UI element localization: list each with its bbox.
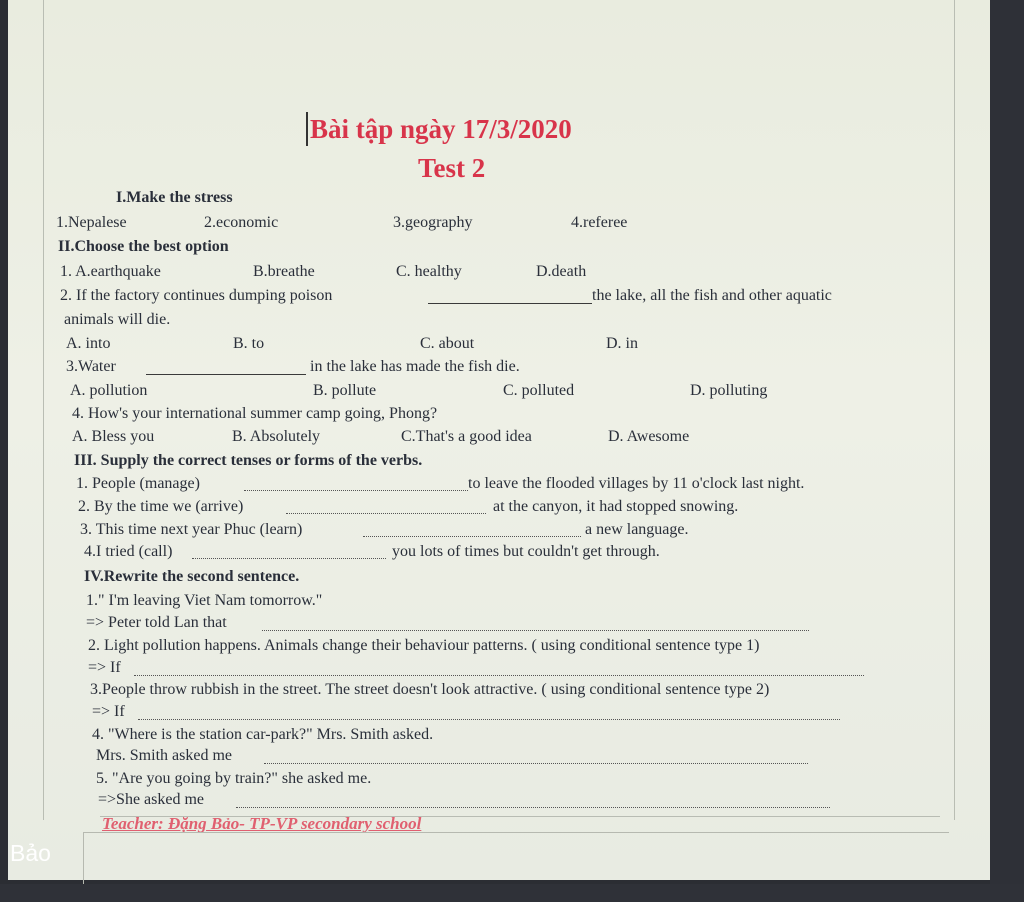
verb-item-3-blank bbox=[363, 536, 581, 537]
stress-item: 2.economic bbox=[204, 214, 279, 231]
q1-option-a: 1. A.earthquake bbox=[60, 263, 161, 280]
rewrite-prompt: 1." I'm leaving Viet Nam tomorrow." bbox=[86, 592, 323, 609]
verb-item-2-blank bbox=[286, 513, 486, 514]
q3-option-b: B. pollute bbox=[313, 382, 377, 399]
monitor-bezel-right bbox=[990, 0, 1024, 902]
rewrite-prompt: 2. Light pollution happens. Animals change their behaviour patterns. ( using conditional sentence type 1) bbox=[88, 637, 760, 654]
rewrite-blank bbox=[262, 630, 809, 631]
q1-option-d: D.death bbox=[536, 263, 587, 280]
q2-stem: 2. If the factory continues dumping poison bbox=[60, 287, 333, 304]
verb-item-4-blank bbox=[192, 558, 386, 559]
q3-blank bbox=[146, 374, 306, 375]
rewrite-answer: => Peter told Lan that bbox=[86, 614, 227, 631]
section-4-heading: IV.Rewrite the second sentence. bbox=[84, 568, 300, 585]
q4-option-c: C.That's a good idea bbox=[401, 428, 532, 445]
verb-item-1-after: to leave the flooded villages by 11 o'clock last night. bbox=[468, 475, 805, 492]
q2-option-d: D. in bbox=[606, 335, 638, 352]
teacher-footer: Teacher: Đặng Bảo- TP-VP secondary school bbox=[102, 814, 422, 833]
q3-option-c: C. polluted bbox=[503, 382, 575, 399]
q3-option-d: D. polluting bbox=[690, 382, 768, 399]
side-label: Bảo bbox=[10, 840, 51, 866]
document-title: Bài tập ngày 17/3/2020 bbox=[310, 114, 572, 144]
q2-option-b: B. to bbox=[233, 335, 265, 352]
rewrite-blank bbox=[138, 719, 840, 720]
rewrite-answer: =>She asked me bbox=[98, 791, 205, 808]
q1-option-c: C. healthy bbox=[396, 263, 462, 280]
q2-option-a: A. into bbox=[66, 335, 111, 352]
verb-item-1-before: 1. People (manage) bbox=[76, 475, 200, 492]
q2-stem-cont: animals will die. bbox=[64, 311, 171, 328]
verb-item-4-before: 4.I tried (call) bbox=[84, 543, 173, 560]
q3-stem: 3.Water bbox=[66, 358, 116, 375]
section-3-heading: III. Supply the correct tenses or forms of the verbs. bbox=[74, 452, 423, 469]
rewrite-answer: => If bbox=[88, 659, 121, 676]
document-subtitle: Test 2 bbox=[418, 153, 486, 183]
rewrite-blank bbox=[236, 807, 830, 808]
rewrite-prompt: 5. "Are you going by train?" she asked me. bbox=[96, 770, 372, 787]
verb-item-4-after: you lots of times but couldn't get through. bbox=[392, 543, 660, 560]
rewrite-answer: Mrs. Smith asked me bbox=[96, 747, 232, 764]
q4-stem: 4. How's your international summer camp going, Phong? bbox=[72, 405, 438, 422]
q2-blank bbox=[428, 303, 592, 304]
verb-item-1-blank bbox=[244, 490, 468, 491]
section-2-heading: II.Choose the best option bbox=[58, 238, 229, 255]
text-cursor bbox=[306, 112, 308, 146]
monitor-bezel-bottom bbox=[0, 884, 1024, 902]
rewrite-blank bbox=[134, 675, 864, 676]
stress-item: 3.geography bbox=[393, 214, 473, 231]
rewrite-prompt: 4. "Where is the station car-park?" Mrs. Smith asked. bbox=[92, 726, 434, 743]
verb-item-2-after: at the canyon, it had stopped snowing. bbox=[493, 498, 739, 515]
rewrite-blank bbox=[264, 763, 808, 764]
q2-option-c: C. about bbox=[420, 335, 475, 352]
verb-item-2-before: 2. By the time we (arrive) bbox=[78, 498, 244, 515]
next-page-frame bbox=[83, 832, 949, 885]
document-page bbox=[8, 0, 998, 880]
verb-item-3-after: a new language. bbox=[585, 521, 689, 538]
footer-rule bbox=[100, 816, 940, 817]
stress-item: 1.Nepalese bbox=[56, 214, 127, 231]
section-1-heading: I.Make the stress bbox=[116, 189, 233, 206]
rewrite-prompt: 3.People throw rubbish in the street. The street doesn't look attractive. ( using conditional sentence type 2) bbox=[90, 681, 770, 698]
q3-stem-end: in the lake has made the fish die. bbox=[310, 358, 520, 375]
verb-item-3-before: 3. This time next year Phuc (learn) bbox=[80, 521, 303, 538]
q1-option-b: B.breathe bbox=[253, 263, 315, 280]
q2-stem-end: the lake, all the fish and other aquatic bbox=[592, 287, 832, 304]
rewrite-answer: => If bbox=[92, 703, 125, 720]
q4-option-b: B. Absolutely bbox=[232, 428, 321, 445]
q4-option-a: A. Bless you bbox=[72, 428, 155, 445]
q4-option-d: D. Awesome bbox=[608, 428, 690, 445]
q3-option-a: A. pollution bbox=[70, 382, 148, 399]
stress-item: 4.referee bbox=[571, 214, 628, 231]
